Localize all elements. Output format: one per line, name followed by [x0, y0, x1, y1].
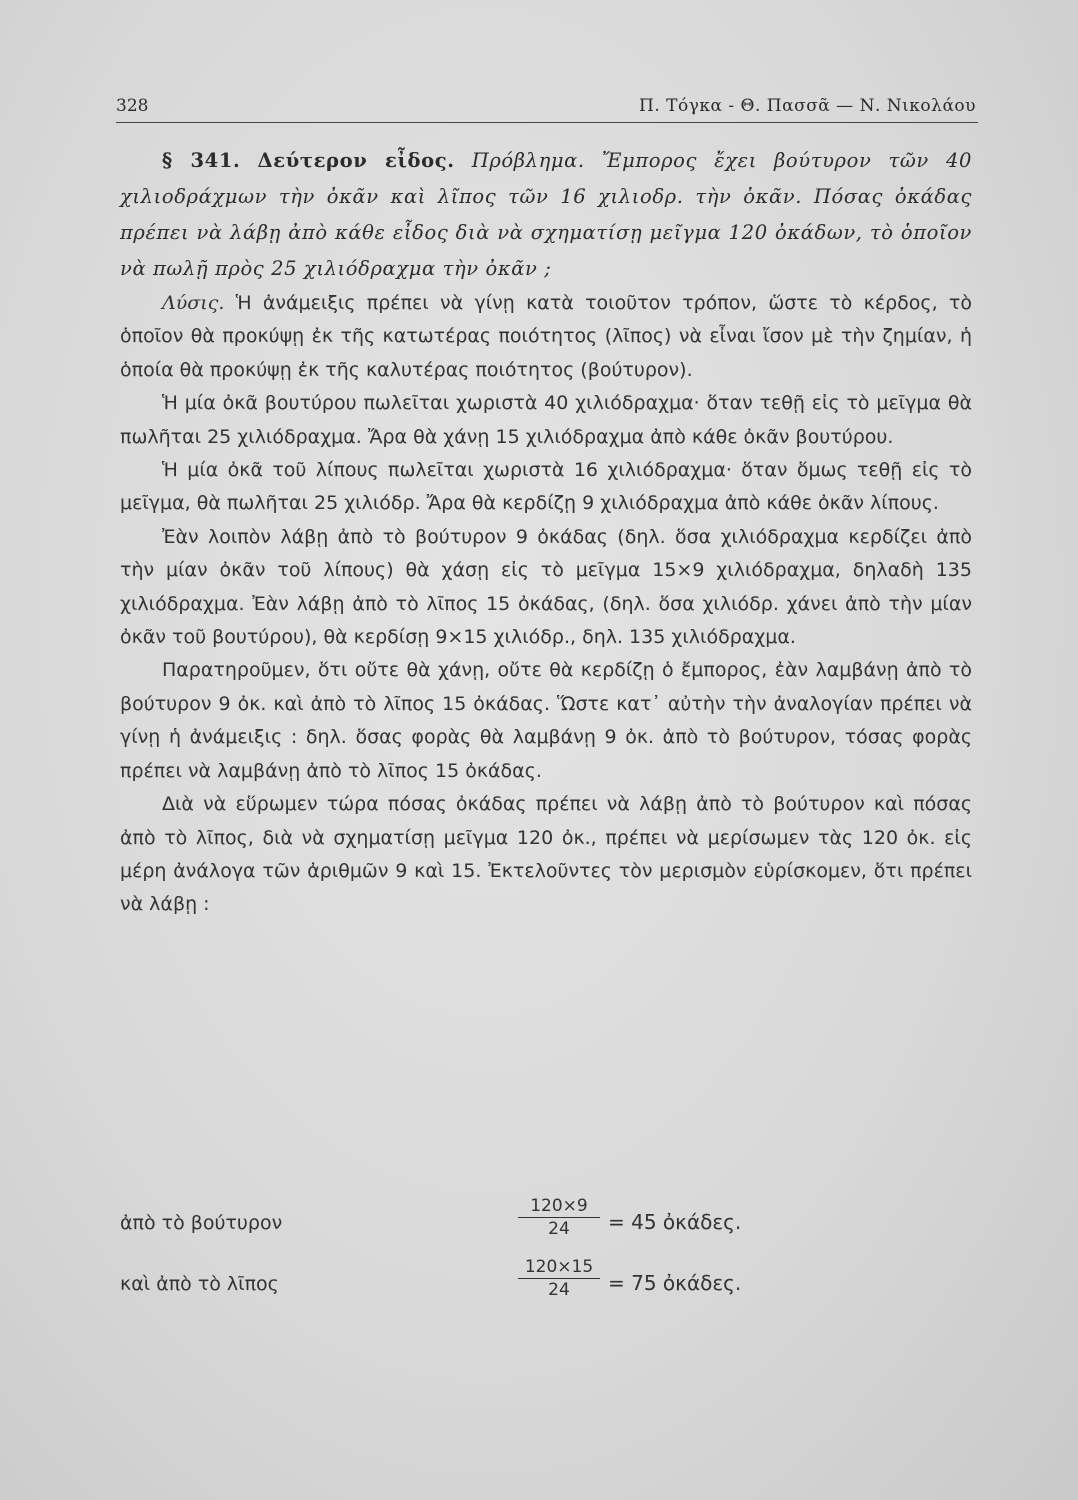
- page-number: 328: [116, 96, 149, 116]
- calc-label: ἀπὸ τὸ βούτυρον: [120, 1212, 283, 1234]
- page-header: [116, 96, 978, 123]
- running-title: Π. Τόγκα - Θ. Πασσᾶ — Ν. Νικολάου: [639, 96, 976, 116]
- body-text: [120, 143, 972, 922]
- problem-statement: [120, 143, 972, 287]
- section-number: § 341.: [162, 149, 241, 172]
- paragraph-fat: Ἡ μία ὀκᾶ τοῦ λίπους πωλεῖται χωριστὰ 16 χιλιόδραχμα· ὅταν ὅμως τεθῇ εἰς τὸ μεῖγμα, θὰ πωλῆται 25 χιλιόδρ. Ἄρα θὰ κερδίζῃ 9 χιλιόδραχμα ἀπὸ κάθε ὀκᾶν λίπους.: [120, 459, 972, 515]
- fraction: [518, 1196, 600, 1240]
- fraction-numerator: 120×9: [518, 1196, 600, 1218]
- solution-label: Λύσις.: [162, 292, 225, 314]
- calc-result: = 75 ὀκάδες.: [608, 1271, 742, 1295]
- paragraph-division: Διὰ νὰ εὕρωμεν τώρα πόσας ὀκάδας πρέπει νὰ λάβῃ ἀπὸ τὸ βούτυρον καὶ πόσας ἀπὸ τὸ λῖπος, διὰ νὰ σχηματίσῃ μεῖγμα 120 ὀκ., πρέπει νὰ μερίσωμεν τὰς 120 ὀκ. εἰς μέρη ἀνάλογα τῶν ἀριθμῶν 9 καὶ 15. Ἐκτελοῦντες τὸν μερισμὸν εὑρίσκομεν, ὅτι πρέπει νὰ λάβῃ :: [120, 793, 972, 916]
- section-heading: Δεύτερον εἶδος.: [257, 149, 455, 172]
- problem-text: Πρόβλημα. Ἔμπορος ἔχει βούτυρον τῶν 40 χιλιοδράχμων τὴν ὀκᾶν καὶ λῖπος τῶν 16 χιλιοδρ. τὴν ὀκᾶν. Πόσας ὀκάδας πρέπει νὰ λάβῃ ἀπὸ κάθε εἶδος διὰ νὰ σχηματίσῃ μεῖγμα 120 ὀκάδων, τὸ ὁποῖον νὰ πωλῇ πρὸς 25 χιλιόδραχμα τὴν ὀκᾶν ;: [120, 149, 973, 280]
- fraction: [518, 1257, 600, 1301]
- paragraph-observation: Παρατηροῦμεν, ὅτι οὔτε θὰ χάνῃ, οὔτε θὰ κερδίζῃ ὁ ἔμπορος, ἐὰν λαμβάνῃ ἀπὸ τὸ βούτυρον 9 ὀκ. καὶ ἀπὸ τὸ λῖπος 15 ὀκάδας. Ὥστε κατ᾽ αὐτὴν τὴν ἀναλογίαν πρέπει νὰ γίνῃ ἡ ἀνάμειξις : δηλ. ὅσας φορὰς θὰ λαμβάνῃ 9 ὀκ. ἀπὸ τὸ βούτυρον, τόσας φορὰς πρέπει νὰ λαμβάνῃ ἀπὸ τὸ λῖπος 15 ὀκάδας.: [120, 659, 972, 782]
- solution-intro-text: Ἡ ἀνάμειξις πρέπει νὰ γίνῃ κατὰ τοιοῦτον τρόπον, ὥστε τὸ κέρδος, τὸ ὁποῖον θὰ προκύψῃ ἐκ τῆς κατωτέρας ποιότητος (λῖπος) νὰ εἶναι ἴσον μὲ τὴν ζημίαν, ἡ ὁποία θὰ προκύψῃ ἐκ τῆς καλυτέρας ποιότητος (βούτυρον).: [120, 292, 972, 381]
- calc-row-butter: [120, 1196, 972, 1242]
- fraction-denominator: 24: [548, 1280, 570, 1300]
- calc-label: καὶ ἀπὸ τὸ λῖπος: [120, 1273, 279, 1295]
- paragraph-mixing: Ἐὰν λοιπὸν λάβῃ ἀπὸ τὸ βούτυρον 9 ὀκάδας (δηλ. ὅσα χιλιόδραχμα κερδίζει ἀπὸ τὴν μίαν ὀκᾶν τοῦ λίπους) θὰ χάσῃ εἰς τὸ μεῖγμα 15×9 χιλιόδραχμα, δηλαδὴ 135 χιλιόδραχμα. Ἐὰν λάβῃ ἀπὸ τὸ λῖπος 15 ὀκάδας, (δηλ. ὅσα χιλιόδρ. χάνει ἀπὸ τὴν μίαν ὀκᾶν τοῦ βουτύρου), θὰ κερδίσῃ 9×15 χιλιόδρ., δηλ. 135 χιλιόδραχμα.: [120, 525, 972, 649]
- fraction-numerator: 120×15: [518, 1257, 600, 1279]
- calc-row-fat: [120, 1257, 972, 1303]
- solution-intro: [120, 287, 972, 387]
- paragraph-butter: Ἡ μία ὀκᾶ βουτύρου πωλεῖται χωριστὰ 40 χιλιόδραχμα· ὅταν τεθῇ εἰς τὸ μεῖγμα θὰ πωλῆται 25 χιλιόδραχμα. Ἄρα θὰ χάνῃ 15 χιλιόδραχμα ἀπὸ κάθε ὀκᾶν βουτύρου.: [120, 392, 972, 448]
- fraction-denominator: 24: [548, 1219, 570, 1239]
- calc-result: = 45 ὀκάδες.: [608, 1210, 742, 1234]
